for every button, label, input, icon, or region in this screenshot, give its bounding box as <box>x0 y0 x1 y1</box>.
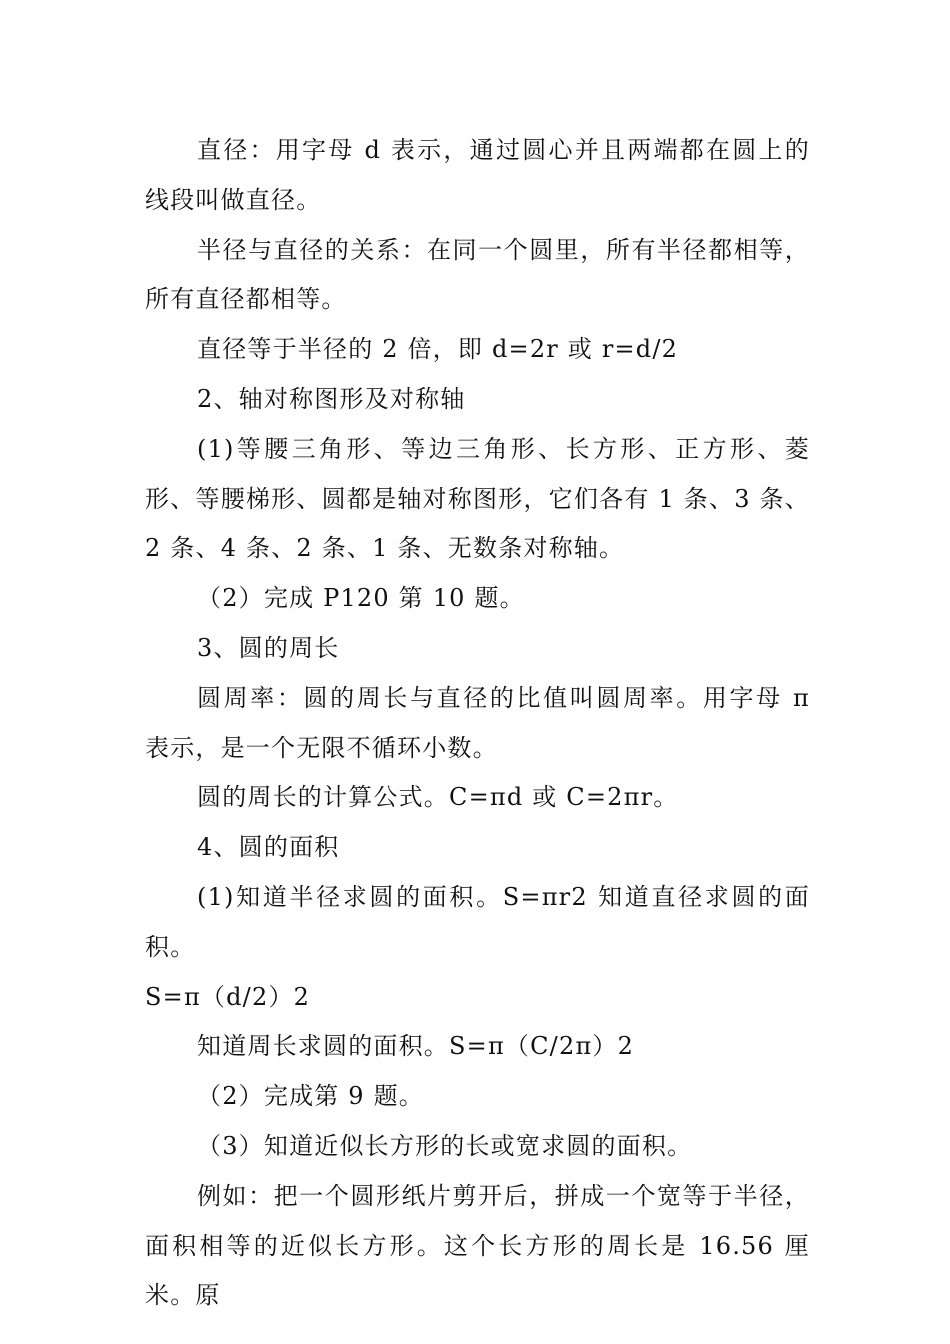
paragraph-pi-definition: 圆周率：圆的周长与直径的比值叫圆周率。用字母 π 表示，是一个无限不循环小数。 <box>145 683 810 762</box>
paragraph-diameter-formula: 直径等于半径的 2 倍，即 d=2r 或 r=d/2 <box>197 335 679 364</box>
paragraph-circumference-formula: 圆的周长的计算公式。C=πd 或 C=2πr。 <box>197 783 679 812</box>
paragraph-area-from-rectangle: （3）知道近似长方形的长或宽求圆的面积。 <box>197 1131 693 1160</box>
document-body <box>145 126 810 1321</box>
paragraph-exercise-p120: （2）完成 P120 第 10 题。 <box>197 584 525 613</box>
paragraph-area-from-radius: (1)知道半径求圆的面积。S=πr2 知道直径求圆的面积。 <box>145 882 810 961</box>
section-heading-symmetry: 2、轴对称图形及对称轴 <box>197 384 466 413</box>
paragraph-area-from-circumference: 知道周长求圆的面积。S=π（C/2π）2 <box>197 1032 635 1061</box>
paragraph-diameter-definition: 直径：用字母 d 表示，通过圆心并且两端都在圆上的线段叫做直径。 <box>145 136 810 214</box>
paragraph-symmetric-shapes: (1)等腰三角形、等边三角形、长方形、正方形、菱形、等腰梯形、圆都是轴对称图形，它们各有 1 条、3 条、2 条、4 条、2 条、1 条、无数条对称轴。 <box>145 434 810 563</box>
section-heading-area: 4、圆的面积 <box>197 833 340 862</box>
paragraph-radius-diameter-relation: 半径与直径的关系：在同一个圆里，所有半径都相等，所有直径都相等。 <box>145 235 810 314</box>
section-heading-circumference: 3、圆的周长 <box>197 633 340 662</box>
paragraph-area-diameter-formula: S=π（d/2）2 <box>145 982 311 1011</box>
paragraph-exercise-9: （2）完成第 9 题。 <box>197 1082 424 1111</box>
paragraph-example: 例如：把一个圆形纸片剪开后，拼成一个宽等于半径，面积相等的近似长方形。这个长方形的周长是 16.56 厘米。原 <box>145 1181 810 1310</box>
